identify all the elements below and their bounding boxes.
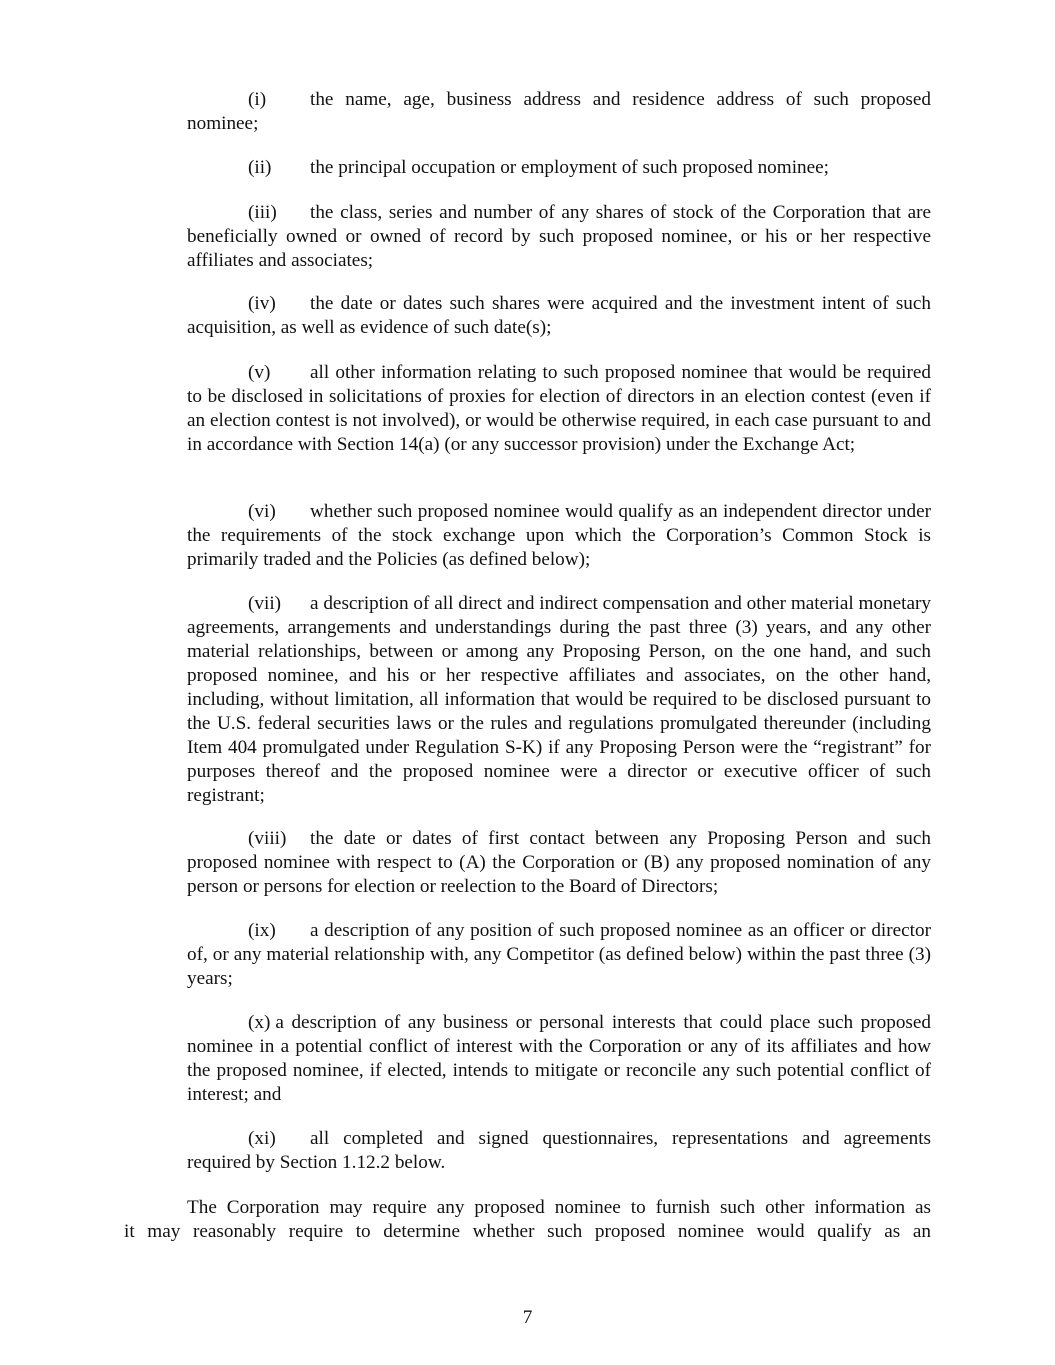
closing-paragraph (124, 1196, 931, 1244)
list-item-xi (187, 1127, 931, 1175)
item-text: a description of any business or personal interests that could place such proposed nominee in a potential conflict of interest with the Corporation or any of its affiliates and how the proposed nominee, if elected, intends to mitigate or reconcile any such potential conflict of interest; and (187, 1012, 931, 1105)
item-number: (vii) (248, 593, 282, 614)
list-item-i (187, 88, 931, 136)
item-text: the date or dates of first contact between any Proposing Person and such proposed nominee with respect to (A) the Corporation or (B) any proposed nomination of any person or persons for election or reelection to the Board of Directors; (187, 828, 931, 897)
closing-line-2: it may reasonably require to determine whether such proposed nominee would qualify as an (124, 1221, 931, 1242)
list-item-iv (187, 292, 931, 340)
list-item-x (187, 1011, 931, 1107)
item-number: (iv) (248, 293, 276, 314)
item-text: a description of any position of such proposed nominee as an officer or director of, or any material relationship with, any Competitor (as defined below) within the past three (3) years; (187, 920, 931, 989)
list-item-vii (187, 592, 931, 808)
item-text: all completed and signed questionnaires, representations and agreements required by Section 1.12.2 below. (187, 1128, 931, 1173)
item-text: the principal occupation or employment of such proposed nominee; (310, 157, 829, 178)
item-text: the name, age, business address and residence address of such proposed nominee; (187, 89, 931, 134)
page-number: 7 (522, 1307, 533, 1328)
item-text: whether such proposed nominee would qualify as an independent director under the requirements of the stock exchange upon which the Corporation’s Common Stock is primarily traded and the Policies (as defined below); (187, 501, 931, 570)
item-number: (i) (248, 89, 267, 110)
item-number: (x) (248, 1012, 271, 1033)
item-text: the date or dates such shares were acquired and the investment intent of such acquisition, as well as evidence of such date(s); (187, 293, 931, 338)
list-item-ii (187, 156, 931, 180)
list-item-ix (187, 919, 931, 991)
item-text: a description of all direct and indirect compensation and other material monetary agreements, arrangements and understandings during the past three (3) years, and any other material relationships, between or among any Proposing Person, on the one hand, and such proposed nominee, and his or her respective affiliates and associates, on the other hand, including, without limitation, all information that would be required to be disclosed pursuant to the U.S. federal securities laws or the rules and regulations promulgated thereunder (including Item 404 promulgated under Regulation S-K) if any Proposing Person were the “registrant” for purposes thereof and the proposed nominee were a director or executive officer of such registrant; (187, 593, 931, 806)
list-item-v (187, 361, 931, 457)
list-item-iii (187, 201, 931, 273)
item-number: (viii) (248, 828, 287, 849)
item-number: (vi) (248, 501, 276, 522)
list-item-viii (187, 827, 931, 899)
item-number: (iii) (248, 202, 277, 223)
item-number: (ix) (248, 920, 276, 941)
item-number: (v) (248, 362, 271, 383)
item-text: all other information relating to such proposed nominee that would be required to be disclosed in solicitations of proxies for election of directors in an election contest (even if an election contest is not involved), or would be otherwise required, in each case pursuant to and in accordance with Section 14(a) (or any successor provision) under the Exchange Act; (187, 362, 931, 455)
item-text: the class, series and number of any shares of stock of the Corporation that are beneficially owned or owned of record by such proposed nominee, or his or her respective affiliates and associates; (187, 202, 931, 271)
item-number: (xi) (248, 1128, 276, 1149)
closing-line-1: The Corporation may require any proposed nominee to furnish such other information as (187, 1197, 931, 1218)
item-number: (ii) (248, 157, 272, 178)
list-item-vi (187, 500, 931, 572)
